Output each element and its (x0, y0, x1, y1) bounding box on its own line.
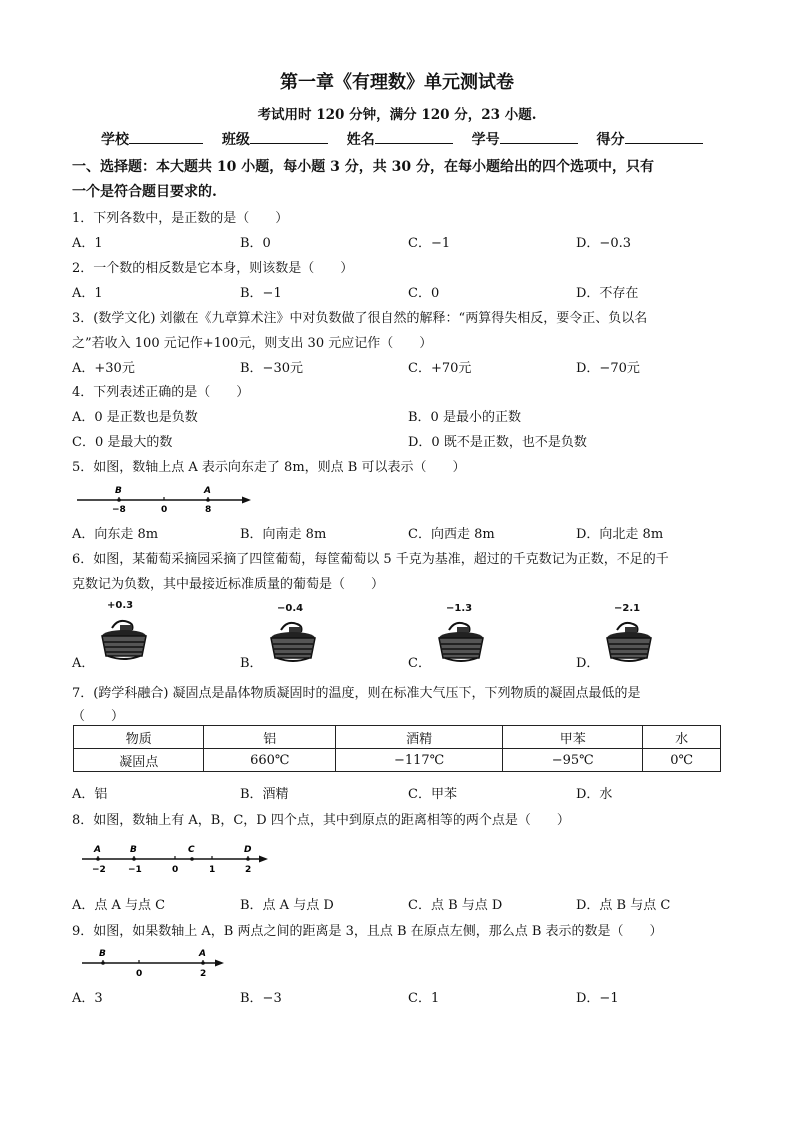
class-label: 班级 (221, 132, 250, 148)
score-blank[interactable] (625, 129, 703, 144)
school-blank[interactable] (129, 129, 203, 144)
q8-option-d[interactable]: D．点 B 与点 C (576, 898, 671, 913)
question-7-stem-cont: （ ） (72, 709, 125, 724)
q5-point-a-label: A (204, 486, 211, 496)
question-3-stem-cont: 之”若收入 100 元记作+100元，则支出 30 元应记作（ ） (72, 336, 433, 351)
exam-subtitle: 考试用时 120 分钟，满分 120 分，23 小题. (257, 107, 537, 123)
q4-option-a[interactable]: A．0 是正数也是负数 (72, 410, 198, 425)
q1-option-d[interactable]: D．−0.3 (576, 236, 631, 251)
q2-option-b[interactable]: B．−1 (240, 286, 282, 301)
name-label: 姓名 (346, 132, 375, 148)
q3-option-b[interactable]: B．−30元 (240, 361, 303, 376)
q2-option-c[interactable]: C．0 (408, 286, 440, 301)
q5-option-d[interactable]: D．向北走 8m (576, 527, 664, 542)
q6-option-d[interactable]: D． (576, 656, 600, 671)
q8-point-b-label: B (130, 845, 137, 855)
question-2-stem: 2．一个数的相反数是它本身，则该数是（ ） (72, 261, 354, 276)
q8-tick-1: 1 (209, 865, 216, 875)
q7-option-c[interactable]: C．甲苯 (408, 787, 457, 802)
q5-tick-0: 0 (161, 505, 168, 515)
q8-option-b[interactable]: B．点 A 与点 D (240, 898, 334, 913)
freezing-point-table (73, 725, 721, 772)
table-header-cell: 甲苯 (503, 726, 643, 749)
table-header-cell: 酒精 (336, 726, 503, 749)
q9-point-b-label: B (99, 949, 106, 959)
q5-tick-b: −8 (112, 505, 126, 515)
question-4-stem: 4．下列表述正确的是（ ） (72, 385, 250, 400)
table-cell: −95℃ (503, 749, 643, 772)
q3-option-c[interactable]: C．+70元 (408, 361, 472, 376)
q7-option-a[interactable]: A．铝 (72, 787, 108, 802)
table-header-row (74, 726, 721, 749)
q5-tick-a: 8 (205, 505, 212, 515)
q7-option-b[interactable]: B．酒精 (240, 787, 289, 802)
q8-tick-2: 2 (245, 865, 252, 875)
school-label: 学校 (101, 132, 129, 148)
q6-option-c[interactable]: C． (408, 656, 431, 671)
basket-b-label: −0.4 (277, 603, 304, 614)
q9-option-c[interactable]: C．1 (408, 991, 440, 1006)
q3-option-d[interactable]: D．−70元 (576, 361, 640, 376)
grape-basket-a-icon (98, 616, 150, 662)
q1-option-b[interactable]: B．0 (240, 236, 271, 251)
q8-option-a[interactable]: A．点 A 与点 C (72, 898, 166, 913)
q9-option-d[interactable]: D．−1 (576, 991, 619, 1006)
q4-option-d[interactable]: D．0 既不是正数，也不是负数 (408, 435, 587, 450)
q8-option-c[interactable]: C．点 B 与点 D (408, 898, 503, 913)
q9-point-a-label: A (199, 949, 206, 959)
question-1-stem: 1．下列各数中，是正数的是（ ） (72, 211, 289, 226)
basket-a-label: +0.3 (107, 600, 134, 611)
q9-tick-0: 0 (136, 969, 143, 979)
score-label: 得分 (596, 132, 625, 148)
question-3-stem: 3．(数学文化) 刘徽在《九章算术注》中对负数做了很自然的解释：“两算得失相反，要令正、负以名 (72, 311, 648, 326)
q3-option-a[interactable]: A．+30元 (72, 361, 135, 376)
table-cell: 660℃ (204, 749, 336, 772)
q9-number-line (80, 944, 230, 980)
q4-option-b[interactable]: B．0 是最小的正数 (408, 410, 521, 425)
question-7-stem: 7．(跨学科融合) 凝固点是晶体物质凝固时的温度，则在标准大气压下，下列物质的凝固点最低的是 (72, 686, 641, 701)
number-blank[interactable] (500, 129, 578, 144)
basket-c-label: −1.3 (446, 603, 473, 614)
grape-basket-c-icon (435, 618, 487, 664)
table-header-cell: 铝 (204, 726, 336, 749)
q1-option-a[interactable]: A．1 (72, 236, 103, 251)
table-cell: −117℃ (336, 749, 503, 772)
class-blank[interactable] (250, 129, 328, 144)
name-blank[interactable] (375, 129, 453, 144)
table-cell: 凝固点 (74, 749, 204, 772)
q5-option-c[interactable]: C．向西走 8m (408, 527, 495, 542)
q8-tick-neg2: −2 (92, 865, 106, 875)
q8-point-c-label: C (188, 845, 195, 855)
question-5-stem: 5．如图，数轴上点 A 表示向东走了 8m，则点 B 可以表示（ ） (72, 460, 466, 475)
grape-basket-d-icon (603, 618, 655, 664)
table-header-cell: 物质 (74, 726, 204, 749)
page-title: 第一章《有理数》单元测试卷 (280, 72, 514, 93)
section-heading-cont: 一个是符合题目要求的. (72, 184, 217, 200)
q8-tick-neg1: −1 (128, 865, 142, 875)
q5-number-line (75, 480, 255, 516)
q5-option-b[interactable]: B．向南走 8m (240, 527, 327, 542)
q1-option-c[interactable]: C．−1 (408, 236, 451, 251)
q2-option-a[interactable]: A．1 (72, 286, 103, 301)
question-8-stem: 8．如图，数轴上有 A，B，C，D 四个点，其中到原点的距离相等的两个点是（ ） (72, 813, 570, 828)
q9-option-a[interactable]: A．3 (72, 991, 103, 1006)
question-6-stem-cont: 克数记为负数，其中最接近标准质量的葡萄是（ ） (72, 577, 385, 592)
question-9-stem: 9．如图，如果数轴上 A，B 两点之间的距离是 3，且点 B 在原点左侧，那么点 B 表示的数是（ ） (72, 924, 663, 939)
q8-tick-0: 0 (172, 865, 179, 875)
section-heading: 一、选择题：本大题共 10 小题，每小题 3 分，共 30 分，在每小题给出的四个选项中，只有 (72, 159, 654, 175)
q9-option-b[interactable]: B．−3 (240, 991, 282, 1006)
q5-point-b-label: B (115, 486, 122, 496)
basket-d-label: −2.1 (614, 603, 641, 614)
q8-number-line (80, 840, 275, 876)
question-6-stem: 6．如图，某葡萄采摘园采摘了四筐葡萄，每筐葡萄以 5 千克为基准，超过的千克数记为正数，不足的千 (72, 552, 669, 567)
table-header-cell: 水 (643, 726, 721, 749)
q5-option-a[interactable]: A．向东走 8m (72, 527, 159, 542)
q2-option-d[interactable]: D．不存在 (576, 286, 639, 301)
q6-option-a[interactable]: A． (72, 656, 95, 671)
q8-point-a-label: A (94, 845, 101, 855)
number-label: 学号 (471, 132, 500, 148)
q9-tick-2: 2 (200, 969, 207, 979)
q7-option-d[interactable]: D．水 (576, 787, 613, 802)
q4-option-c[interactable]: C．0 是最大的数 (72, 435, 173, 450)
q8-point-d-label: D (244, 845, 252, 855)
grape-basket-b-icon (267, 618, 319, 664)
q6-option-b[interactable]: B． (240, 656, 263, 671)
table-row (74, 749, 721, 772)
table-cell: 0℃ (643, 749, 721, 772)
student-info-line (101, 129, 703, 149)
